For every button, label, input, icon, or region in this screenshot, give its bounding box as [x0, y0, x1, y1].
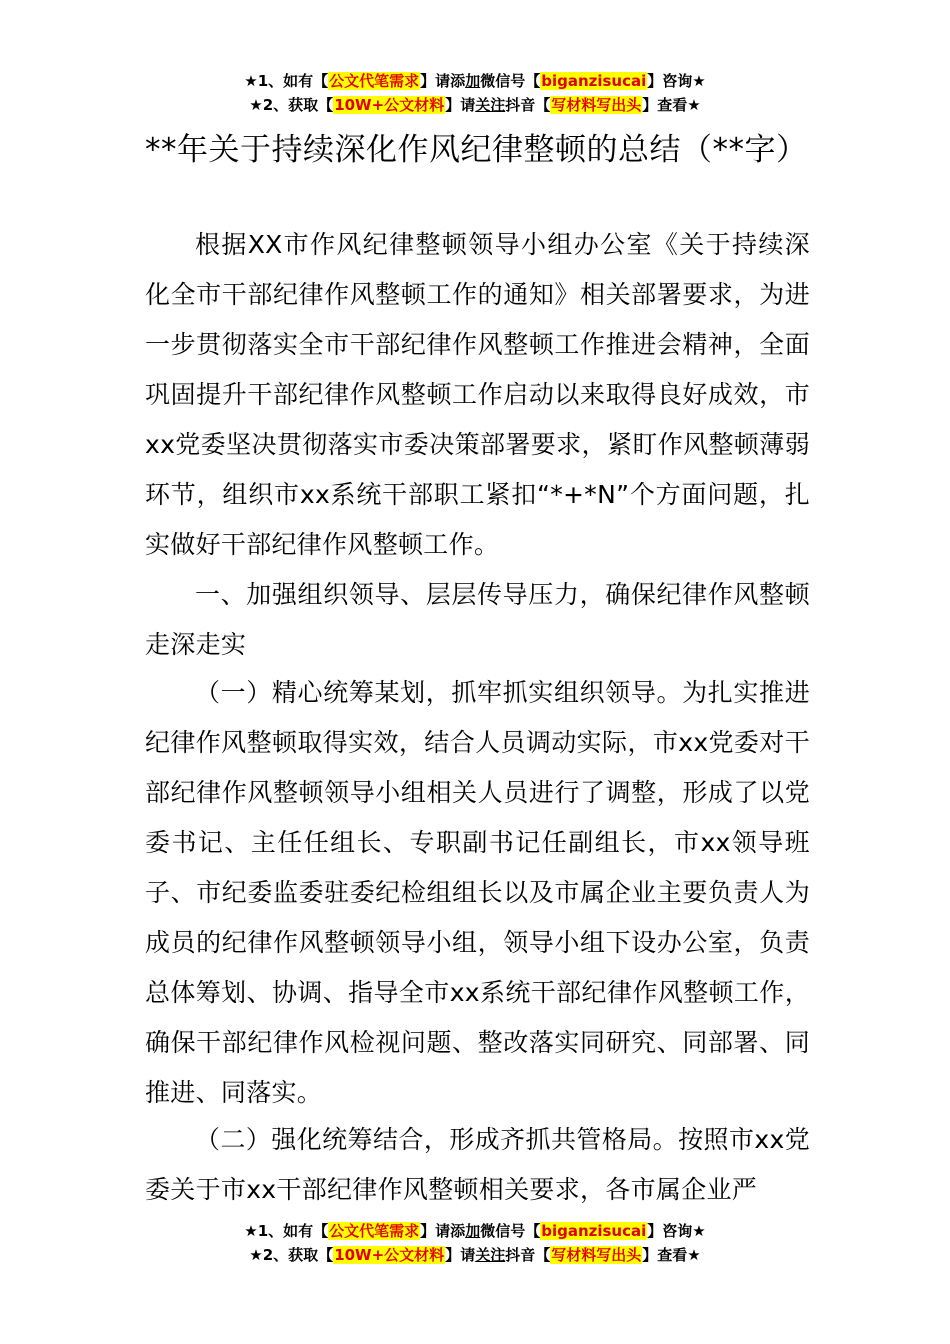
ad-highlight: 10W+公文材料 [334, 96, 445, 114]
ad-banner-top-line2: ★2、获取【10W+公文材料】请关注抖音【写材料写出头】查看★ [249, 96, 701, 114]
ad-highlight: 公文代笔需求 [329, 72, 420, 90]
ad-douyin-account: 写材料写出头 [551, 96, 642, 114]
ad-douyin-account: 写材料写出头 [551, 1246, 642, 1264]
paragraph-intro: 根据XX市作风纪律整顿领导小组办公室《关于持续深化全市干部纪律作风整顿工作的通知》相关部署要求，为进一步贯彻落实全市干部纪律作风整顿工作推进会精神，全面巩固提升干部纪律作风整顿工作启动以来取得良好成效，市xx党委坚决贯彻落实市委决策部署要求，紧盯作风整顿薄弱环节，组织市xx系统干部职工紧扣“*+*N”个方面问题，扎实做好干部纪律作风整顿工作。 [145, 230, 810, 559]
paragraph-subsection-2: （二）强化统筹结合，形成齐抓共管格局。按照市xx党委关于市xx干部纪律作风整顿相关要求，各市属企业严 [145, 1125, 810, 1204]
ad-banner-top-line1: ★1、如有【公文代笔需求】请添加微信号【biganzisucai】咨询★ [244, 72, 706, 90]
ad-banner-bottom-line2: ★2、获取【10W+公文材料】请关注抖音【写材料写出头】查看★ [249, 1246, 701, 1264]
ad-wechat-id: biganzisucai [541, 72, 647, 90]
ad-banner-bottom-line1: ★1、如有【公文代笔需求】请添加微信号【biganzisucai】咨询★ [244, 1222, 706, 1240]
ad-highlight: 10W+公文材料 [334, 1246, 445, 1264]
section-heading-1: 一、加强组织领导、层层传导压力，确保纪律作风整顿走深走实 [145, 580, 810, 659]
ad-wechat-id: biganzisucai [541, 1222, 647, 1240]
document-title: **年关于持续深化作风纪律整顿的总结（**字） [145, 132, 808, 168]
ad-highlight: 公文代笔需求 [329, 1222, 420, 1240]
paragraph-subsection-1: （一）精心统筹某划，抓牢抓实组织领导。为扎实推进纪律作风整顿取得实效，结合人员调动实际，市xx党委对干部纪律作风整顿领导小组相关人员进行了调整，形成了以党委书记、主任任组长、专职副书记任副组长，市xx领导班子、市纪委监委驻委纪检组组长以及市属企业主要负责人为成员的纪律作风整顿领导小组，领导小组下设办公室，负责总体筹划、协调、指导全市xx系统干部纪律作风整顿工作，确保干部纪律作风检视问题、整改落实同研究、同部署、同推进、同落实。 [145, 678, 810, 1107]
